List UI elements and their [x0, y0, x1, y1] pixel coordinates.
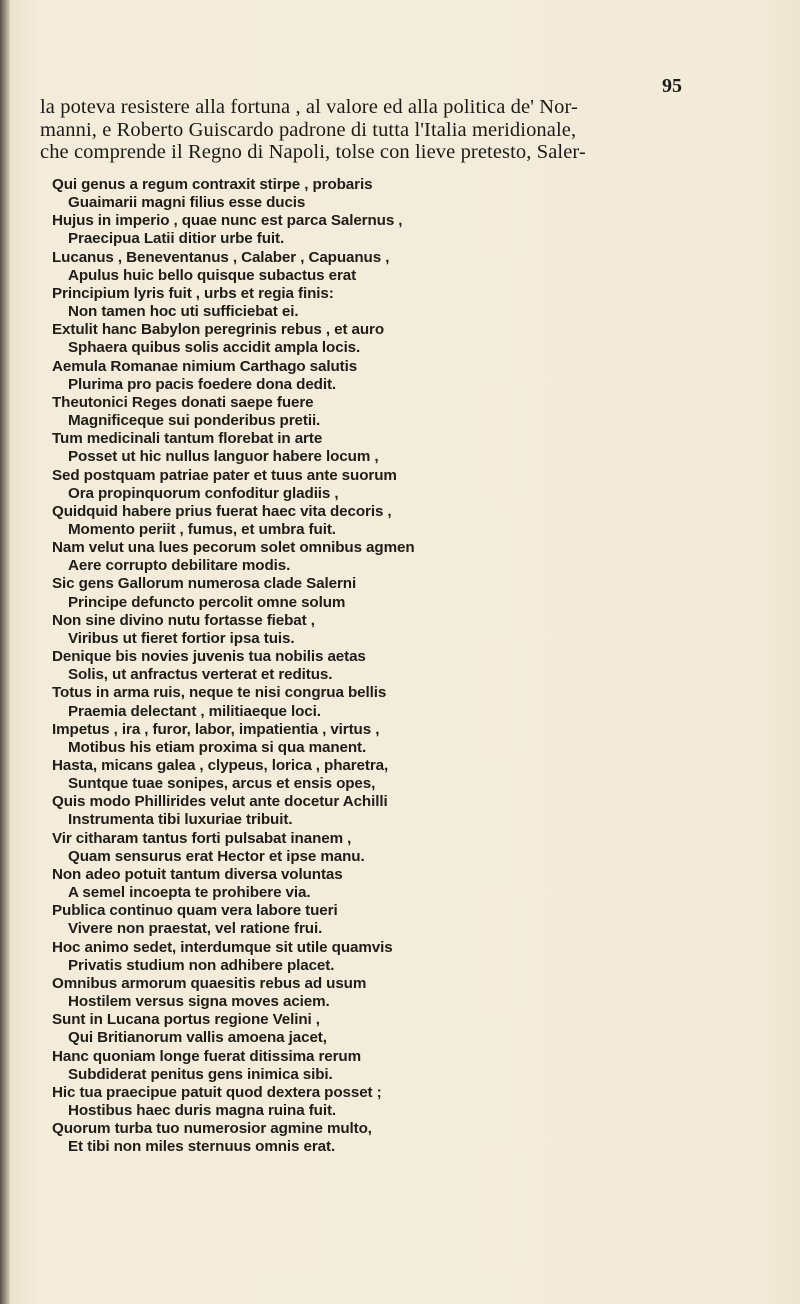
verse-line: Hostibus haec duris magna ruina fuit. — [68, 1101, 337, 1119]
verse-line: Qui genus a regum contraxit stirpe , probaris — [52, 176, 373, 193]
prose-line: che comprende il Regno di Napoli, tolse con lieve pretesto, Saler- — [40, 141, 586, 163]
verse-line: Aere corrupto debilitare modis. — [68, 557, 291, 575]
verse-line: Principe defuncto percolit omne solum — [68, 593, 346, 611]
verse-line: Non adeo potuit tantum diversa voluntas — [52, 865, 343, 883]
verse-line: Hoc animo sedet, interdumque sit utile quamvis — [52, 938, 393, 956]
verse-line: Privatis studium non adhibere placet. — [68, 956, 335, 974]
verse-line: Vivere non praestat, vel ratione frui. — [68, 920, 323, 938]
verse-line: Praecipua Latii ditior urbe fuit. — [68, 230, 285, 248]
prose-line: manni, e Roberto Guiscardo padrone di tutta l'Italia meridionale, — [40, 118, 577, 141]
book-gutter-shadow — [0, 0, 10, 1304]
verse-line: Sed postquam patriae pater et tuus ante suorum — [52, 466, 397, 484]
verse-line: Subdiderat penitus gens inimica sibi. — [68, 1065, 333, 1083]
verse-line: Non tamen hoc uti sufficiebat ei. — [68, 303, 299, 321]
verse-line: Instrumenta tibi luxuriae tribuit. — [68, 811, 293, 829]
verse-line: Ora propinquorum confoditur gladiis , — [68, 484, 339, 502]
prose-paragraph — [40, 96, 770, 164]
verse-line: Omnibus armorum quaesitis rebus ad usum — [52, 974, 367, 992]
verse-line: Hanc quoniam longe fuerat ditissima rerum — [52, 1047, 361, 1065]
verse-line: Denique bis novies juvenis tua nobilis aetas — [52, 648, 366, 666]
verse-line: Sunt in Lucana portus regione Velini , — [52, 1011, 320, 1029]
page-number: 95 — [662, 75, 682, 97]
prose-line: la poteva resistere alla fortuna , al valore ed alla politica de' Nor- — [40, 96, 578, 118]
verse-line: Theutonici Reges donati saepe fuere — [52, 393, 314, 411]
verse-line: Hostilem versus signa moves aciem. — [68, 993, 330, 1011]
verse-line: Quis modo Phillirides velut ante docetur Achilli — [52, 793, 388, 811]
verse-line: Nam velut una lues pecorum solet omnibus agmen — [52, 539, 415, 557]
verse-line: Motibus his etiam proxima si qua manent. — [68, 738, 367, 756]
verse-line: Quorum turba tuo numerosior agmine multo, — [52, 1120, 372, 1138]
verse-line: Impetus , ira , furor, labor, impatientia , virtus , — [52, 720, 380, 738]
verse-line: Sic gens Gallorum numerosa clade Salerni — [52, 575, 357, 593]
verse-line: Plurima pro pacis foedere dona dedit. — [68, 375, 337, 393]
verse-line: Quidquid habere prius fuerat haec vita decoris , — [52, 502, 392, 520]
verse-line: Publica continuo quam vera labore tueri — [52, 902, 338, 920]
verse-line: Principium lyris fuit , urbs et regia finis: — [52, 284, 334, 302]
verse-line: Lucanus , Beneventanus , Calaber , Capuanus , — [52, 248, 390, 266]
verse-line: Vir citharam tantus forti pulsabat inanem , — [52, 829, 352, 847]
verse-line: Totus in arma ruis, neque te nisi congrua bellis — [52, 684, 387, 702]
verse-line: Sphaera quibus solis accidit ampla locis. — [68, 339, 361, 357]
verse-line: Suntque tuae sonipes, arcus et ensis opes, — [68, 775, 376, 793]
verse-line: Hasta, micans galea , clypeus, lorica , pharetra, — [52, 757, 389, 774]
verse-line: Hujus in imperio , quae nunc est parca Salernus , — [52, 212, 403, 230]
verse-line: Solis, ut anfractus verterat et reditus. — [68, 666, 333, 684]
verse-line: A semel incoepta te prohibere via. — [68, 884, 311, 902]
verse-line: Et tibi non miles sternuus omnis erat. — [68, 1138, 336, 1156]
verse-line: Magnificeque sui ponderibus pretii. — [68, 412, 321, 430]
verse-line: Viribus ut fieret fortior ipsa tuis. — [68, 629, 295, 647]
verse-line: Tum medicinali tantum florebat in arte — [52, 430, 323, 448]
verse-line: Guaimarii magni filius esse ducis — [68, 194, 306, 212]
verse-line: Praemia delectant , militiaeque loci. — [68, 702, 321, 720]
verse-line: Qui Britianorum vallis amoena jacet, — [68, 1029, 327, 1047]
latin-verse-block — [52, 176, 692, 1156]
verse-line: Quam sensurus erat Hector et ipse manu. — [68, 847, 365, 865]
verse-line: Hic tua praecipue patuit quod dextera posset ; — [52, 1083, 382, 1101]
verse-line: Posset ut hic nullus languor habere locum , — [68, 448, 379, 466]
verse-line: Non sine divino nutu fortasse fiebat , — [52, 611, 315, 629]
verse-line: Aemula Romanae nimium Carthago salutis — [52, 357, 358, 375]
verse-line: Apulus huic bello quisque subactus erat — [68, 266, 357, 284]
verse-line: Momento periit , fumus, et umbra fuit. — [68, 520, 336, 538]
verse-line: Extulit hanc Babylon peregrinis rebus , et auro — [52, 321, 385, 339]
